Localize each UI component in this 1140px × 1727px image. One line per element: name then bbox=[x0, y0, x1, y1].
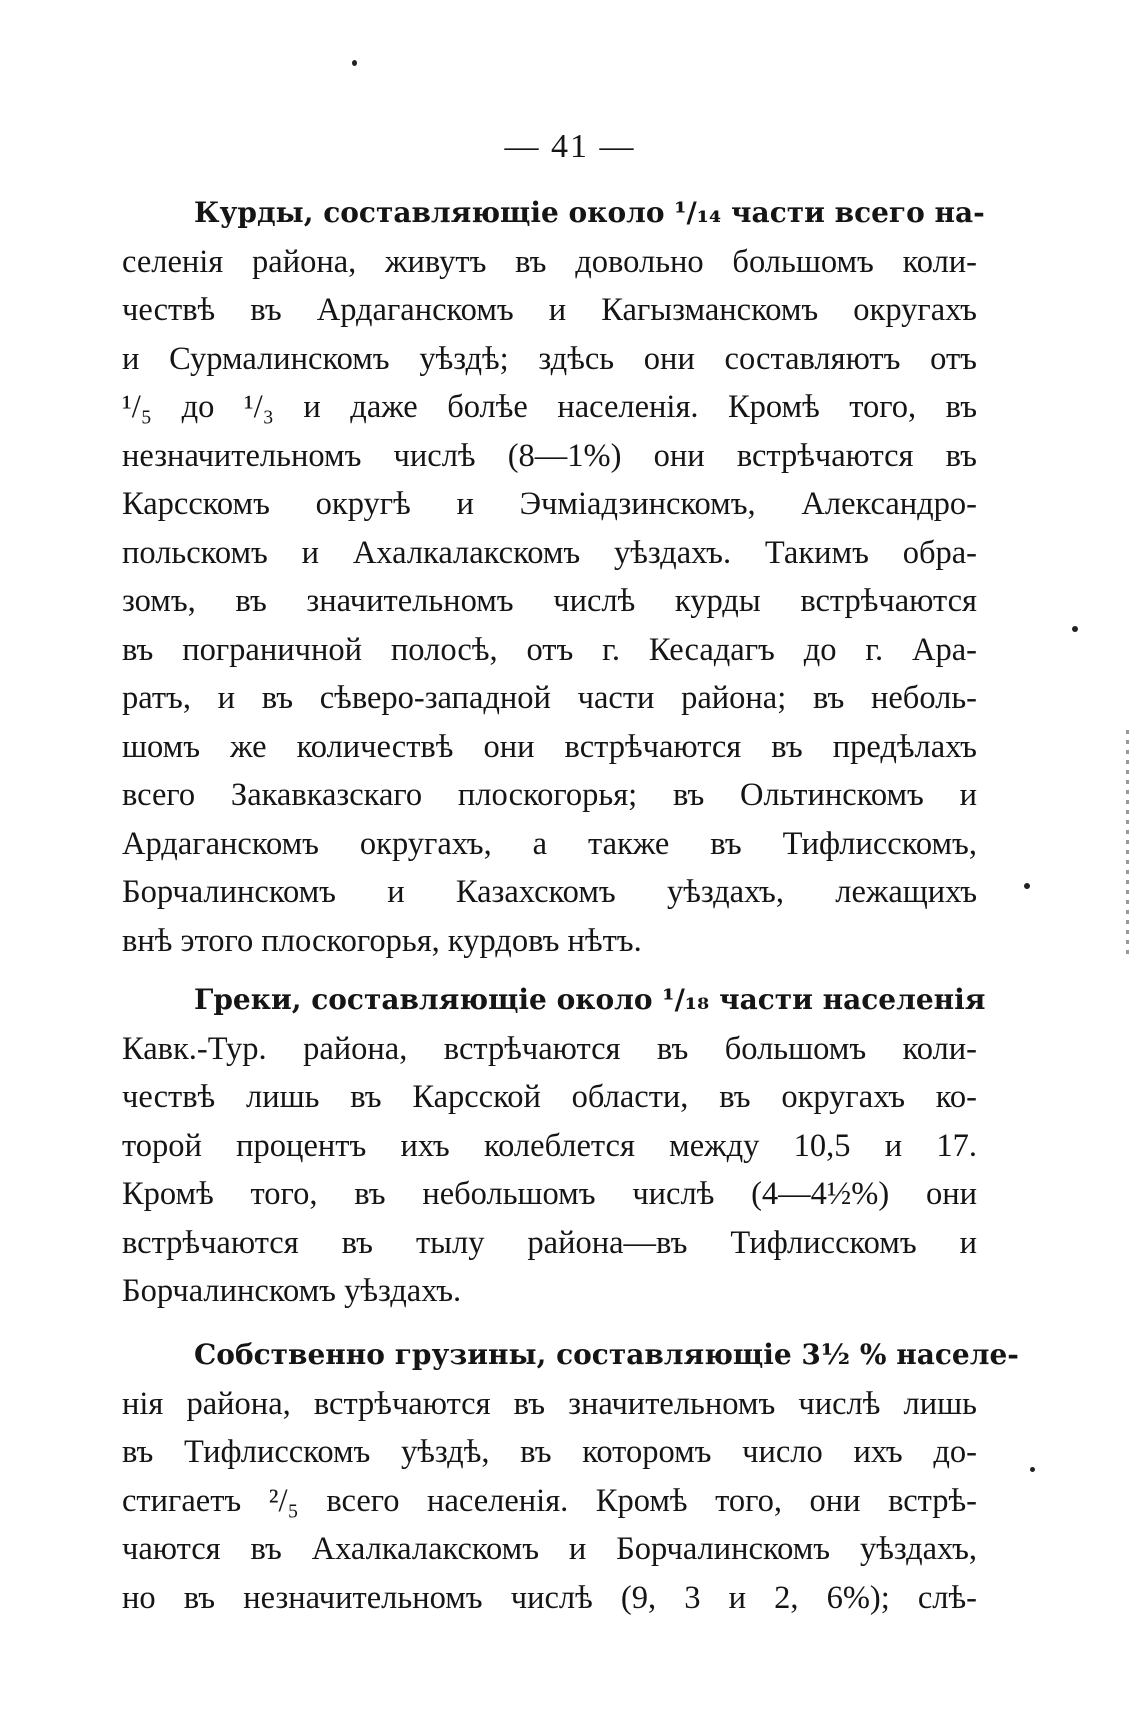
paragraph-georgians bbox=[122, 1331, 1019, 1622]
text-line: Борчалинскомъ и Казахскомъ уѣздахъ, лежащихъ bbox=[122, 874, 977, 910]
text-line: зомъ, въ значительномъ числѣ курды встрѣчаются bbox=[122, 583, 977, 619]
text-line: стигаетъ ²/₅ всего населенія. Кромѣ того, они встрѣ- bbox=[122, 1482, 977, 1519]
text-line: ¹/₅ до ¹/₃ и даже болѣе населенія. Кромѣ того, въ bbox=[122, 389, 977, 425]
paragraph-greeks bbox=[122, 976, 986, 1316]
text-line: Греки, составляющіе около ¹/₁₈ части населенія bbox=[194, 983, 986, 1016]
text-line: чествѣ въ Ардаганскомъ и Кагызманскомъ округахъ bbox=[122, 292, 977, 328]
text-line: внѣ этого плоскогорья, курдовъ нѣтъ. bbox=[122, 922, 642, 959]
text-line: польскомъ и Ахалкалакскомъ уѣздахъ. Такимъ обра- bbox=[122, 534, 977, 571]
scan-speck bbox=[1024, 883, 1030, 889]
text-line: чаются въ Ахалкалакскомъ и Борчалинскомъ уѣздахъ, bbox=[122, 1531, 977, 1567]
paragraph-kurds bbox=[122, 189, 985, 965]
scan-speck bbox=[1072, 626, 1078, 632]
scan-speck bbox=[1030, 1467, 1035, 1472]
text-line: торой процентъ ихъ колеблется между 10,5 и 17. bbox=[122, 1127, 977, 1164]
text-line: ратъ, и въ сѣверо-западной части района; въ неболь- bbox=[122, 680, 977, 716]
text-line: нія района, встрѣчаются въ значительномъ числѣ лишь bbox=[122, 1385, 977, 1422]
text-line: Кромѣ того, въ небольшомъ числѣ (4—4½%) они bbox=[122, 1176, 977, 1212]
text-line: и Сурмалинскомъ уѣздѣ; здѣсь они составляютъ отъ bbox=[122, 340, 977, 377]
text-line: шомъ же количествѣ они встрѣчаются въ предѣлахъ bbox=[122, 728, 977, 765]
text-line: всего Закавказскаго плоскогорья; въ Ольтинскомъ и bbox=[122, 777, 977, 813]
text-line: селенія района, живутъ въ довольно большомъ коли- bbox=[122, 243, 977, 280]
scan-edge-artifact bbox=[1126, 730, 1129, 960]
scan-speck bbox=[352, 60, 357, 66]
text-line: но въ незначительномъ числѣ (9, 3 и 2, 6%); слѣ- bbox=[122, 1579, 977, 1616]
text-line: встрѣчаются въ тылу района—въ Тифлисскомъ и bbox=[122, 1224, 977, 1261]
text-line: Борчалинскомъ уѣздахъ. bbox=[122, 1273, 462, 1309]
text-line: незначительномъ числѣ (8—1%) они встрѣчаются въ bbox=[122, 437, 977, 474]
text-line: въ Тифлисскомъ уѣздѣ, въ которомъ число ихъ до- bbox=[122, 1434, 977, 1470]
text-line: Собственно грузины, составляющіе 3½ % населе- bbox=[194, 1338, 1019, 1371]
text-line: Кавк.-Тур. района, встрѣчаются въ большомъ коли- bbox=[122, 1030, 977, 1067]
text-line: въ пограничной полосѣ, отъ г. Кесадагъ до г. Ара- bbox=[122, 631, 977, 668]
text-line: чествѣ лишь въ Карсской области, въ округахъ ко- bbox=[122, 1079, 977, 1115]
page-number: — 41 — bbox=[504, 128, 636, 165]
text-line: Курды, составляющіе около ¹/₁₄ части всего на- bbox=[194, 196, 985, 229]
text-line: Ардаганскомъ округахъ, а также въ Тифлисскомъ, bbox=[122, 825, 977, 862]
text-line: Карсскомъ округѣ и Эчміадзинскомъ, Александро- bbox=[122, 486, 977, 522]
